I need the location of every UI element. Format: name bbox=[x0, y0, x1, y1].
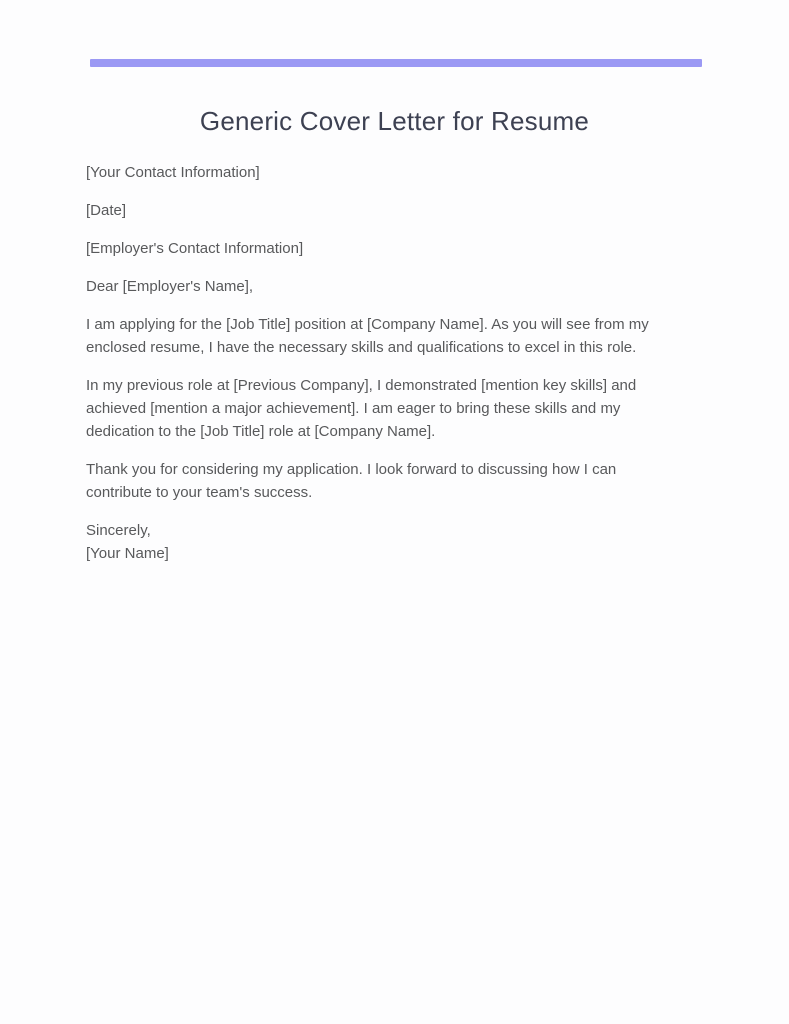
closing-line: Sincerely, bbox=[86, 522, 151, 539]
body-paragraph: Thank you for considering my application. I look forward to discussing how I can contribute to your team's success. bbox=[86, 461, 617, 501]
accent-bar bbox=[90, 59, 702, 67]
employer-contact-line: [Employer's Contact Information] bbox=[86, 240, 304, 257]
body-paragraph: I am applying for the [Job Title] position at [Company Name]. As you will see from my enclosed resume, I have the necessary skills and qualifications to excel in this role. bbox=[86, 316, 649, 356]
page-title: Generic Cover Letter for Resume bbox=[199, 106, 590, 136]
salutation-line: Dear [Employer's Name], bbox=[86, 278, 254, 295]
date-line: [Date] bbox=[86, 202, 127, 219]
contact-info-line: [Your Contact Information] bbox=[86, 164, 260, 181]
signature-line: [Your Name] bbox=[86, 545, 169, 562]
letter-body bbox=[86, 161, 682, 565]
signature-block bbox=[86, 519, 682, 565]
body-paragraph: In my previous role at [Previous Company], I demonstrated [mention key skills] and achieved [mention a major achievement]. I am eager to bring these skills and my dedication to the [Job Title] role at [Company Name]. bbox=[86, 377, 637, 440]
